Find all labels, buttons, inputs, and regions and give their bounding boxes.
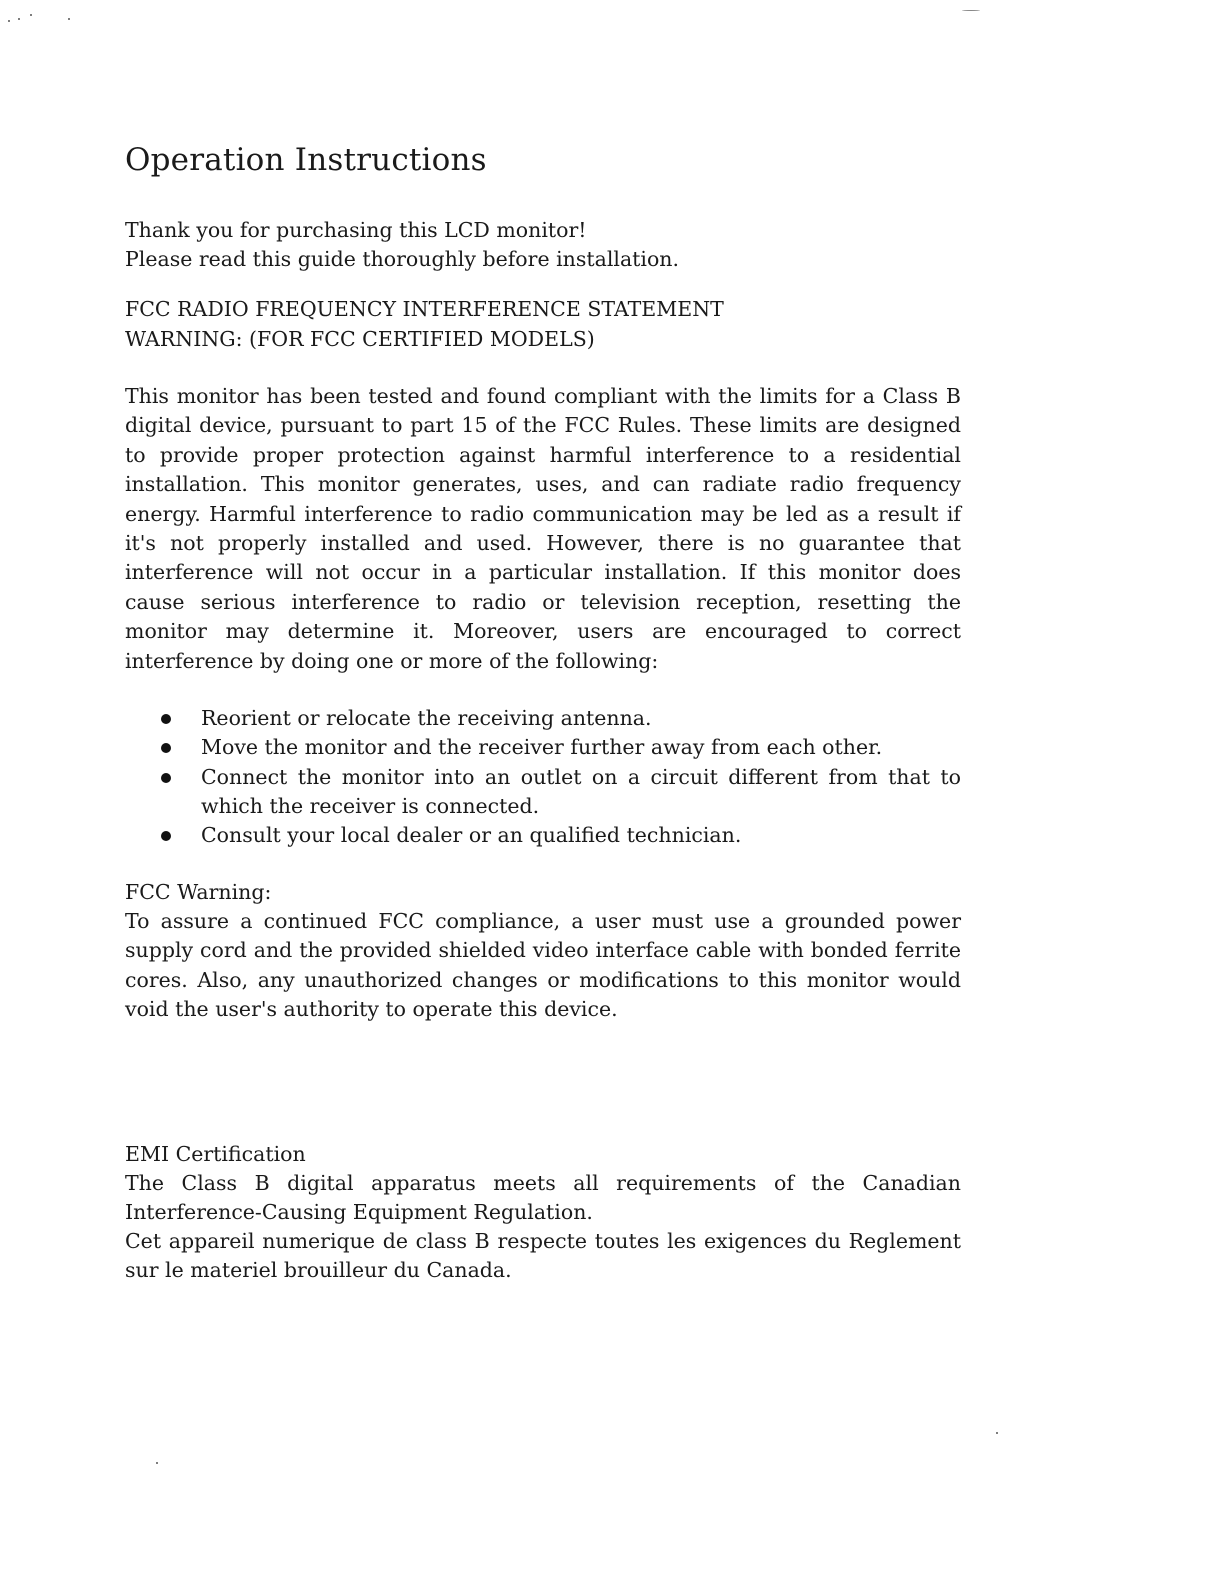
bullet-icon [161, 773, 171, 783]
bullet-icon [161, 714, 171, 724]
bullet-icon [161, 831, 171, 841]
emi-body-french: Cet appareil numerique de class B respecte toutes les exigences du Reglement sur le materiel brouilleur du Canada. [125, 1229, 961, 1283]
remedy-list [161, 704, 961, 850]
list-item-text: Move the monitor and the receiver further away from each other. [201, 735, 883, 760]
list-item-text: Consult your local dealer or an qualified technician. [201, 823, 742, 848]
scan-speck [962, 10, 980, 11]
emi-heading: EMI Certification [125, 1142, 306, 1166]
scan-speck [996, 1432, 998, 1434]
scan-speck [18, 18, 20, 20]
list-item-text: Connect the monitor into an outlet on a circuit different from that to which the receiver is connected. [201, 764, 961, 818]
fcc-warning-heading: FCC Warning: [125, 880, 272, 904]
fcc-warning-body: To assure a continued FCC compliance, a user must use a grounded power supply cord and the provided shielded video interface cable with bonded ferrite cores. Also, any unauthorized changes or modifications to this monitor would void the user's authority to operate this device. [125, 909, 961, 1022]
scan-speck [8, 20, 10, 22]
fcc-statement-heading: FCC RADIO FREQUENCY INTERFERENCE STATEMENT [125, 297, 724, 321]
scan-speck [156, 1462, 158, 1464]
fcc-warning-models-heading: WARNING: (FOR FCC CERTIFIED MODELS) [125, 327, 595, 351]
intro-line-2: Please read this guide thoroughly before installation. [125, 247, 680, 271]
page-title: Operation Instructions [125, 142, 487, 178]
intro-line-1: Thank you for purchasing this LCD monitor! [125, 218, 587, 242]
list-item [161, 704, 961, 733]
emi-body-english: The Class B digital apparatus meets all requirements of the Canadian Interference-Causing Equipment Regulation. [125, 1171, 961, 1225]
list-item [161, 763, 961, 822]
bullet-icon [161, 743, 171, 753]
list-item-text: Reorient or relocate the receiving antenna. [201, 706, 652, 730]
list-item [161, 821, 961, 850]
list-item [161, 733, 961, 762]
scan-speck [30, 14, 32, 16]
scan-speck [68, 18, 70, 20]
fcc-statement-body: This monitor has been tested and found compliant with the limits for a Class B digital device, pursuant to part 15 of the FCC Rules. These limits are designed to provide proper protection against harmful interference to a residential installation. This monitor generates, uses, and can radiate radio frequency energy. Harmful interference to radio communication may be led as a result if it's not properly installed and used. However, there is no guarantee that interference will not occur in a particular installation. If this monitor does cause serious interference to radio or television reception, resetting the monitor may determine it. Moreover, users are encouraged to correct interference by doing one or more of the following: [125, 384, 961, 673]
